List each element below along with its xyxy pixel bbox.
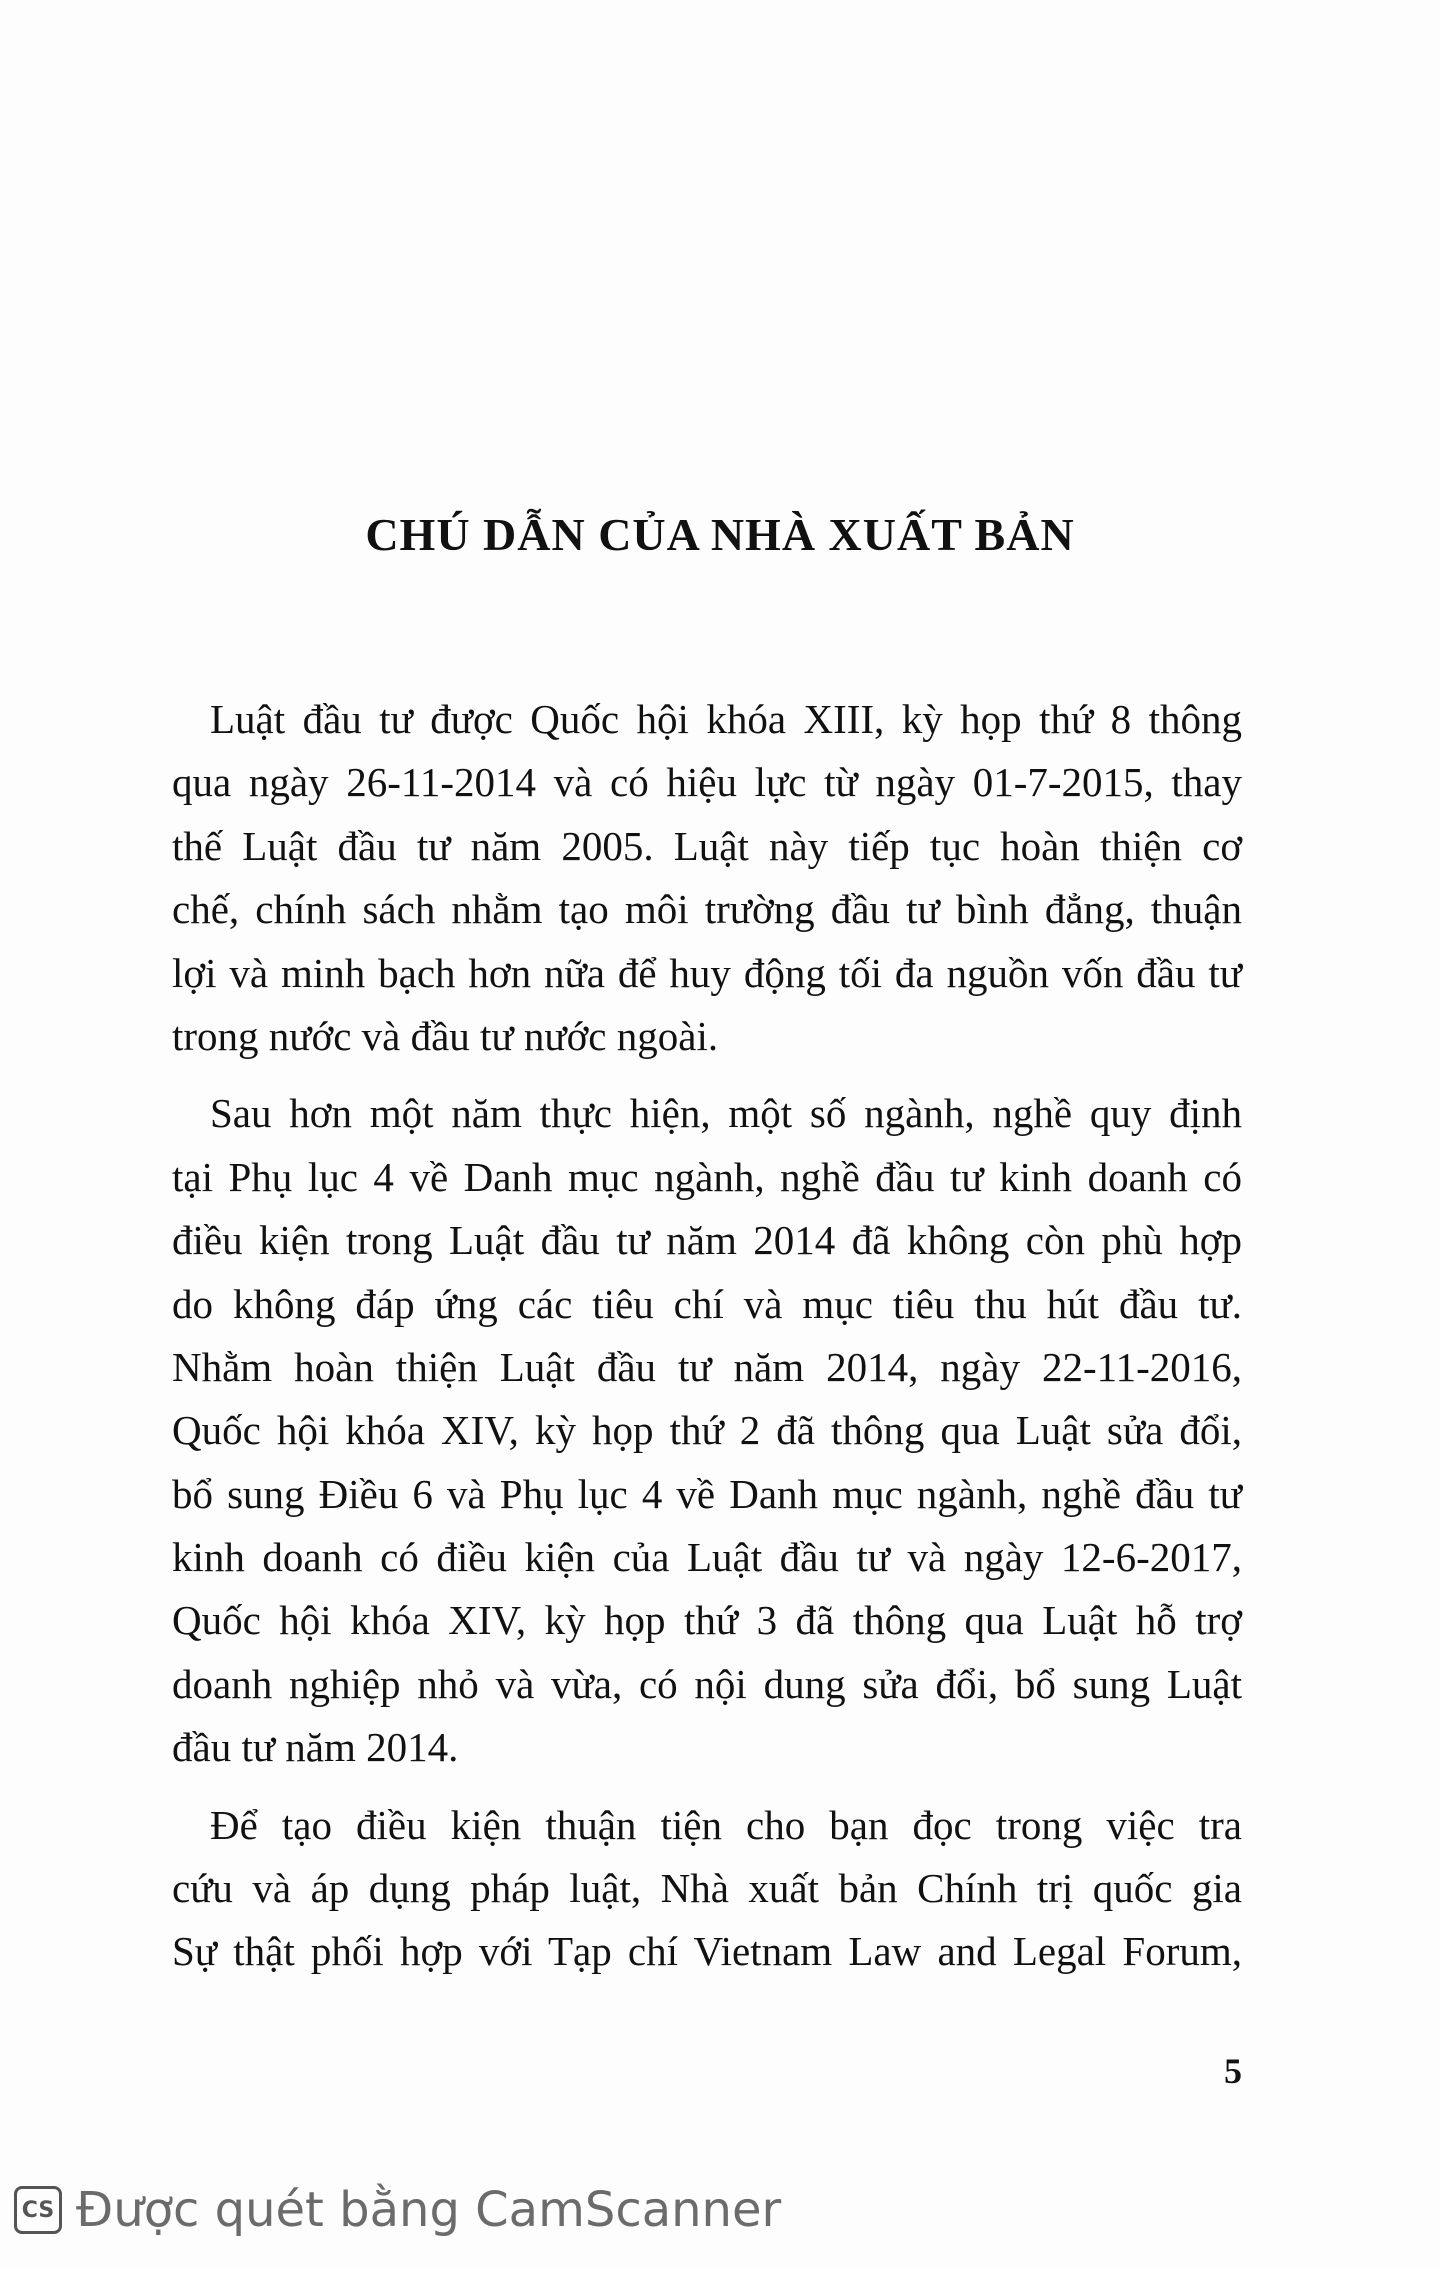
paragraph-2 bbox=[172, 1082, 1242, 1779]
text-line: bổ sung Điều 6 và Phụ lục 4 về Danh mục ngành, nghề đầu tư bbox=[172, 1470, 1242, 1517]
text-line: lợi và minh bạch hơn nữa để huy động tối đa nguồn vốn đầu tư bbox=[172, 949, 1242, 996]
text-line: Quốc hội khóa XIV, kỳ họp thứ 3 đã thông qua Luật hỗ trợ bbox=[172, 1597, 1242, 1644]
paragraph-3 bbox=[172, 1794, 1242, 1984]
text-line: doanh nghiệp nhỏ và vừa, có nội dung sửa đổi, bổ sung Luật bbox=[172, 1660, 1242, 1707]
text-line: điều kiện trong Luật đầu tư năm 2014 đã không còn phù hợp bbox=[172, 1217, 1242, 1264]
text-line: cứu và áp dụng pháp luật, Nhà xuất bản Chính trị quốc gia bbox=[172, 1865, 1242, 1912]
text-line: Sự thật phối hợp với Tạp chí Vietnam Law and Legal Forum, bbox=[172, 1928, 1242, 1975]
body-text bbox=[172, 688, 1242, 1984]
text-line: đầu tư năm 2014. bbox=[172, 1724, 459, 1771]
text-line: kinh doanh có điều kiện của Luật đầu tư và ngày 12-6-2017, bbox=[172, 1534, 1242, 1581]
watermark-text: Được quét bằng CamScanner bbox=[76, 2182, 782, 2238]
text-line: Để tạo điều kiện thuận tiện cho bạn đọc trong việc tra bbox=[210, 1801, 1242, 1848]
text-line: Sau hơn một năm thực hiện, một số ngành, nghề quy định bbox=[210, 1090, 1242, 1137]
text-line: qua ngày 26-11-2014 và có hiệu lực từ ngày 01-7-2015, thay bbox=[172, 759, 1242, 806]
camscanner-watermark bbox=[14, 2180, 781, 2240]
text-line: tại Phụ lục 4 về Danh mục ngành, nghề đầu tư kinh doanh có bbox=[172, 1153, 1242, 1200]
paragraph-1 bbox=[172, 688, 1242, 1068]
page-number: 5 bbox=[1224, 2051, 1242, 2091]
text-line: do không đáp ứng các tiêu chí và mục tiêu thu hút đầu tư. bbox=[172, 1280, 1242, 1327]
text-line: trong nước và đầu tư nước ngoài. bbox=[172, 1012, 719, 1059]
text-line: Luật đầu tư được Quốc hội khóa XIII, kỳ họp thứ 8 thông bbox=[210, 696, 1242, 742]
page-title: CHÚ DẪN CỦA NHÀ XUẤT BẢN bbox=[365, 509, 1075, 560]
text-line: Nhằm hoàn thiện Luật đầu tư năm 2014, ngày 22-11-2016, bbox=[172, 1343, 1242, 1390]
text-line: chế, chính sách nhằm tạo môi trường đầu tư bình đẳng, thuận bbox=[172, 886, 1242, 933]
text-line: Quốc hội khóa XIV, kỳ họp thứ 2 đã thông qua Luật sửa đổi, bbox=[172, 1407, 1242, 1454]
text-line: thế Luật đầu tư năm 2005. Luật này tiếp tục hoàn thiện cơ bbox=[172, 822, 1242, 869]
camscanner-logo-icon: CS bbox=[14, 2186, 62, 2234]
